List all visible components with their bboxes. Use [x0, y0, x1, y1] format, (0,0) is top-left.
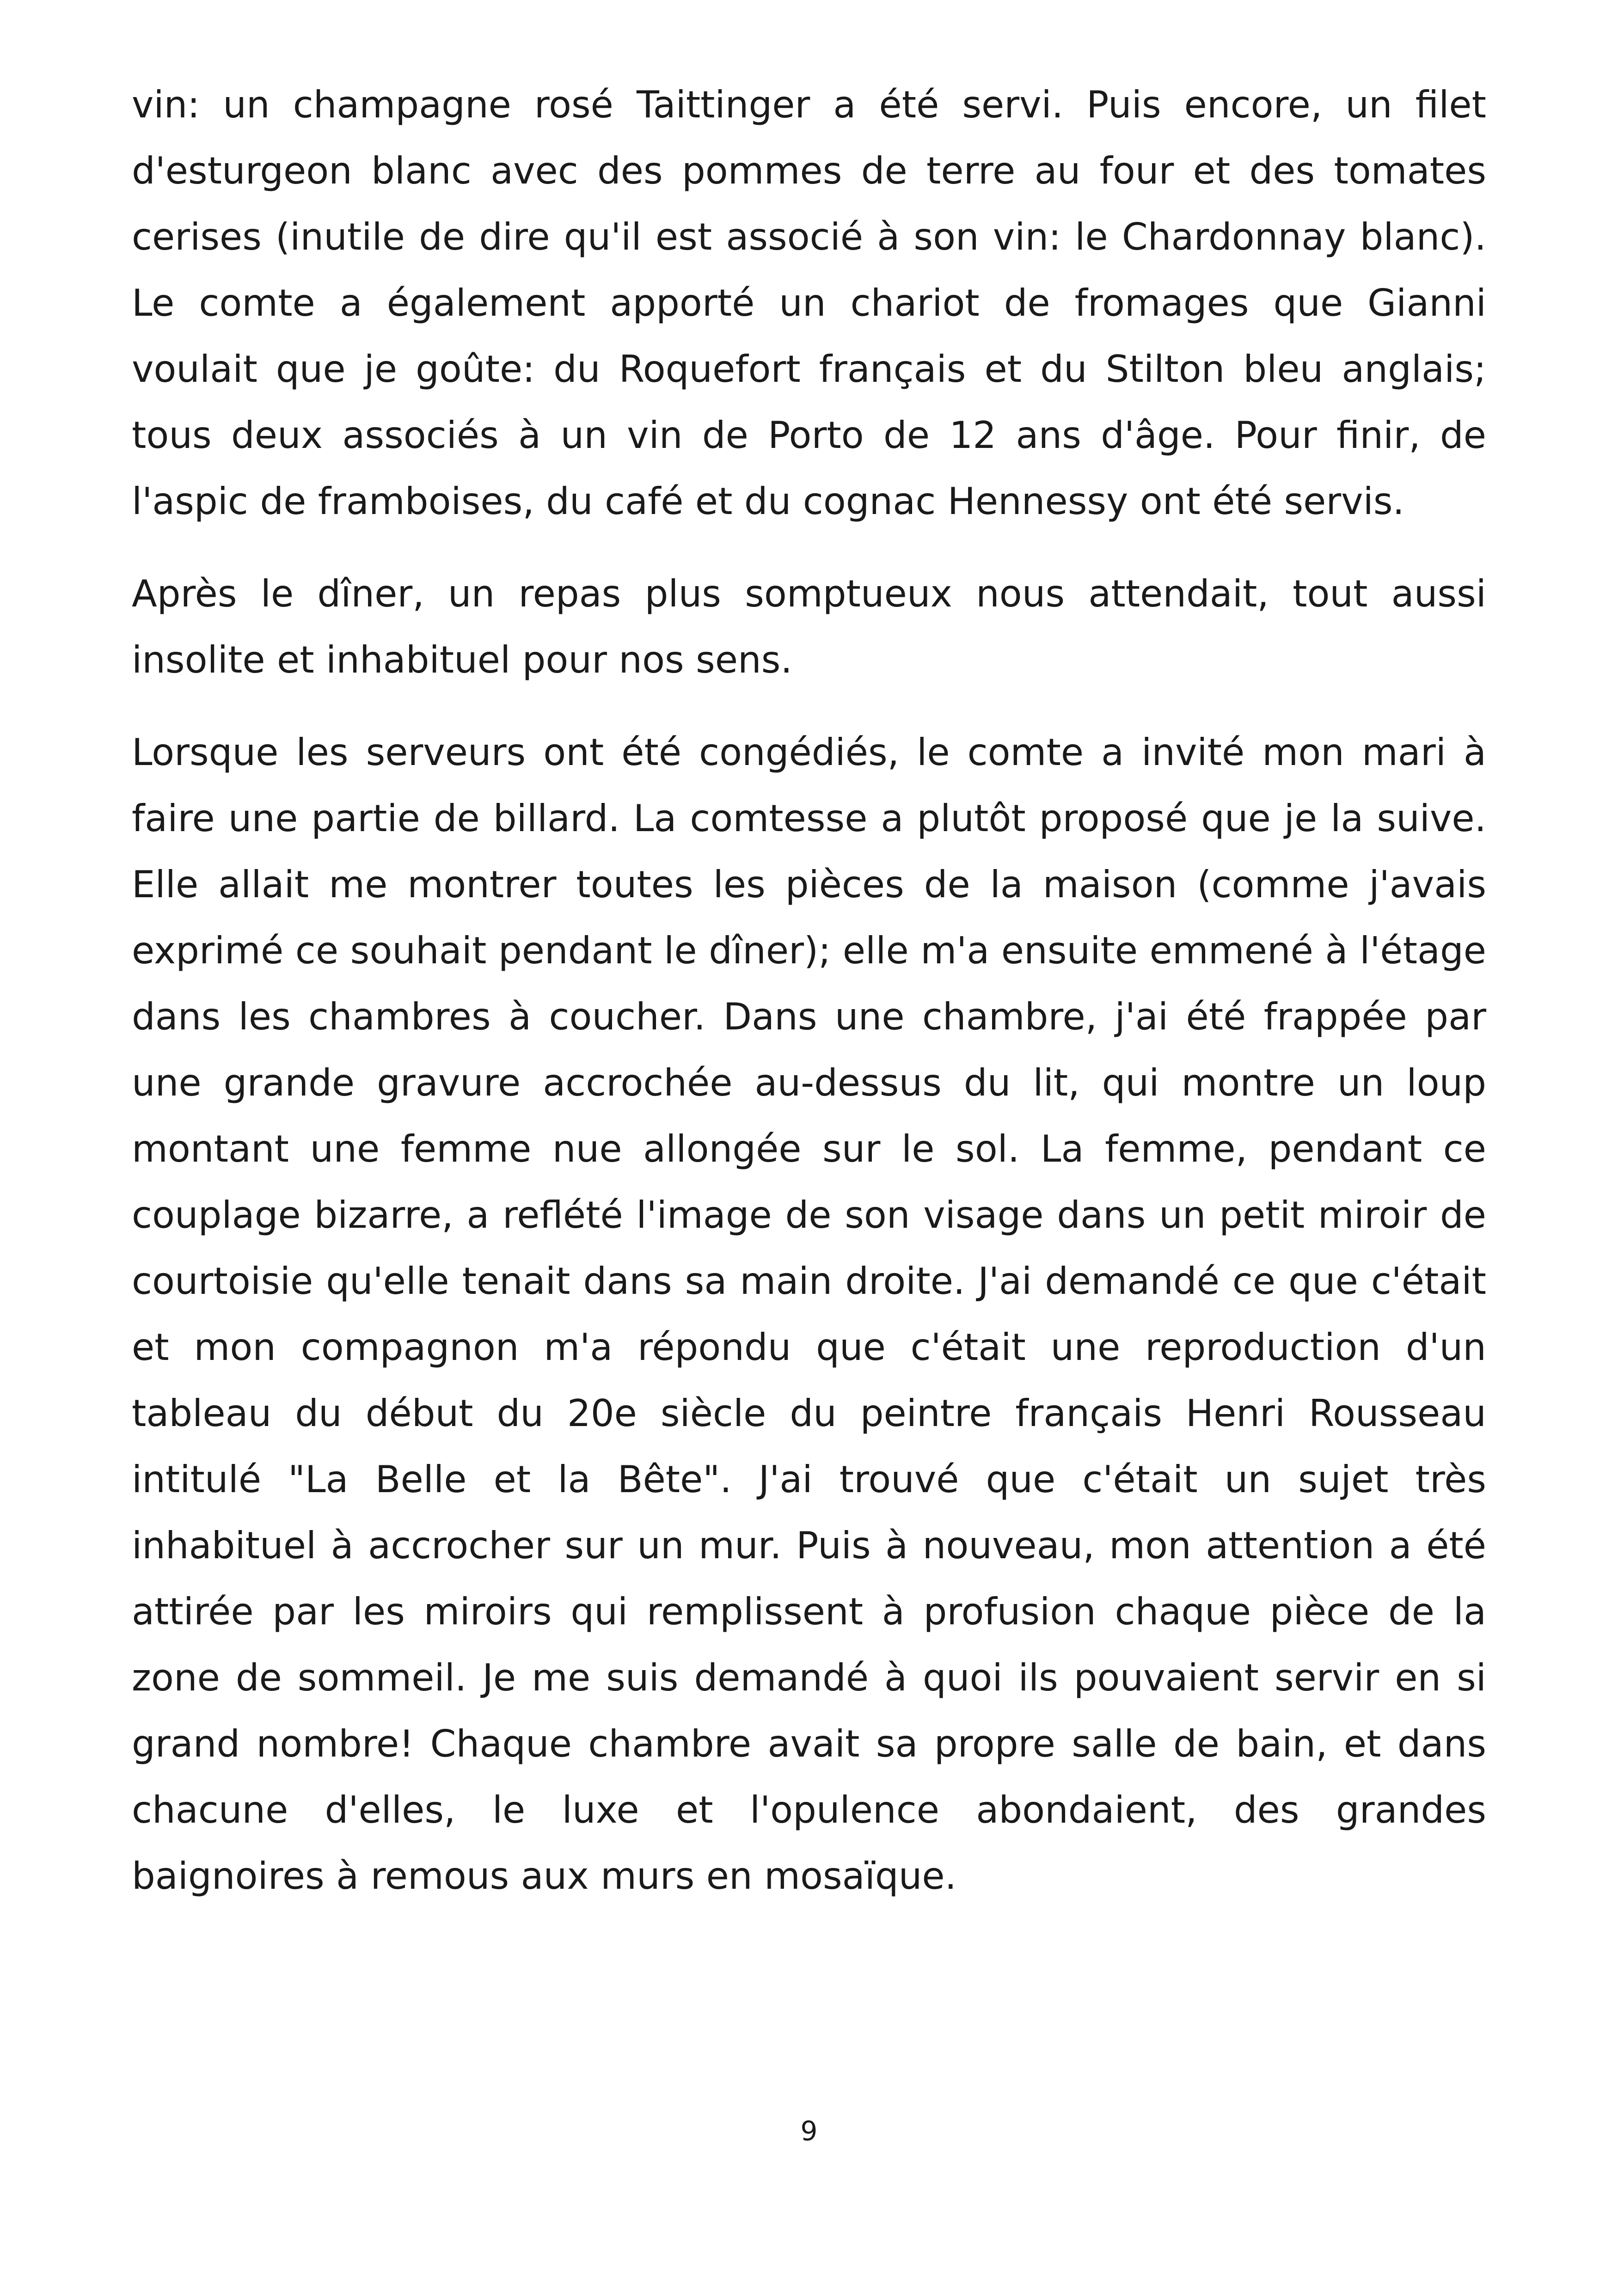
paragraph-dinner-courses: vin: un champagne rosé Taittinger a été servi. Puis encore, un filet d'esturgeon blanc avec des pommes de terre au four et des tomates cerises (inutile de dire qu'il est associé à son vin: le Chardonnay blanc). Le comte a également apporté un chariot de fromages que Gianni voulait que je goûte: du Roquefort français et du Stilton bleu anglais; tous deux associés à un vin de Porto de 12 ans d'âge. Pour finir, de l'aspic de framboises, du café et du cognac Hennessy ont été servis. [132, 83, 1486, 523]
body-text [132, 72, 1486, 1935]
page-number: 9 [800, 2115, 818, 2147]
paragraph-house-tour: Lorsque les serveurs ont été congédiés, le comte a invité mon mari à faire une partie de billard. La comtesse a plutôt proposé que je la suive. Elle allait me montrer toutes les pièces de la maison (comme j'avais exprimé ce souhait pendant le dîner); elle m'a ensuite emmené à l'étage dans les chambres à coucher. Dans une chambre, j'ai été frappée par une grande gravure accrochée au-dessus du lit, qui montre un loup montant une femme nue allongée sur le sol. La femme, pendant ce couplage bizarre, a reflété l'image de son visage dans un petit miroir de courtoisie qu'elle tenait dans sa main droite. J'ai demandé ce que c'était et mon compagnon m'a répondu que c'était une reproduction d'un tableau du début du 20e siècle du peintre français Henri Rousseau intitulé "La Belle et la Bête". J'ai trouvé que c'était un sujet très inhabituel à accrocher sur un mur. Puis à nouveau, mon attention a été attirée par les miroirs qui remplissent à profusion chaque pièce de la zone de sommeil. Je me suis demandé à quoi ils pouvaient servir en si grand nombre! Chaque chambre avait sa propre salle de bain, et dans chacune d'elles, le luxe et l'opulence abondaient, des grandes baignoires à remous aux murs en mosaïque. [132, 731, 1486, 1898]
paragraph-after-dinner: Après le dîner, un repas plus somptueux nous attendait, tout aussi insolite et inhabituel pour nos sens. [132, 572, 1486, 681]
